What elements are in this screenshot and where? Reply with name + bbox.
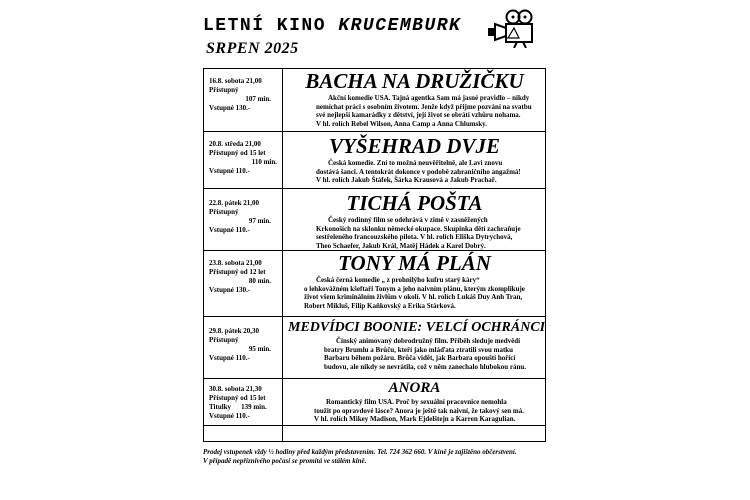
desc-line: Theo Schaefer, Jakub Král, Matěj Hádek a Karel Dobrý. (316, 241, 486, 250)
desc-line: sestřeleného francouzského pilota. V hl. rolích Eliška Dytrychová, (316, 233, 513, 242)
desc-line: Romantický film USA. Proč by sexuální pracovnice nemohla (326, 398, 507, 406)
cinema-title-town: KRUCEMBURK (338, 16, 462, 36)
film-price: Vstupné 110.- (209, 354, 250, 362)
film-title: BACHA NA DRUŽIČKU (305, 69, 524, 93)
film-rating: Přístupný od 12 let (209, 268, 266, 276)
film-row (204, 189, 545, 251)
desc-line: život všem kriminálním živlům v okolí. V hl. rolích Lukáš Duy Anh Tran, (304, 293, 523, 302)
film-meta (209, 385, 281, 421)
film-info (288, 193, 541, 250)
film-title: TONY MÁ PLÁN (338, 251, 491, 275)
film-row (204, 317, 545, 379)
desc-line: budovu, ale nikdy se nevrátila, což v něm zanechalo hlubokou ránu. (324, 362, 527, 371)
film-row (204, 251, 545, 317)
desc-line: Akční komedie USA. Tajná agentka Sam má jasné pravidlo – nikdy (328, 94, 530, 102)
film-length: 97 min. (248, 217, 271, 225)
film-date: 29.8. pátek 20,30 (209, 327, 259, 335)
film-camera-icon (487, 8, 537, 48)
film-info (288, 71, 541, 128)
film-info (288, 320, 546, 371)
film-info (288, 381, 541, 424)
film-rating: Přístupný (209, 208, 239, 216)
desc-line: V hl. rolích Rebel Wilson, Anna Camp a Anna Chlumsky. (316, 119, 488, 128)
film-row (204, 69, 545, 132)
desc-line: Čínský animovaný dobrodružný film. Příběh sleduje medvědí (336, 337, 521, 345)
desc-line: Krkonoších na sklonku německé okupace. Skupinka dětí zachraňuje (316, 224, 521, 233)
film-price: Vstupné 130.- (209, 104, 251, 112)
desc-line: bratry Brumlu a Brůču, kteří jako mláďata ztratili svou matku (324, 345, 514, 354)
film-date: 30.8. sobota 21,30 (209, 385, 262, 393)
film-rating: Přístupný od 15 let (209, 149, 266, 157)
film-description (288, 216, 541, 250)
film-info (288, 253, 541, 310)
footer-note (203, 448, 548, 466)
film-date: 16.8. sobota 21,00 (209, 77, 262, 85)
cinema-title-plain: LETNÍ KINO (203, 16, 339, 36)
desc-line: nemíchat práci s osobním životem. Jenže když přijme pozvání na svatbu (316, 102, 532, 111)
film-length: 107 min. (245, 95, 271, 103)
film-price: Vstupné 110.- (209, 226, 250, 234)
footer-line: Prodej vstupenek vždy ½ hodiny před každým představením. Tel. 724 362 660. V kině je zajištěno občerstvení. (203, 448, 517, 456)
film-meta (209, 199, 281, 235)
film-title: VYŠEHRAD DVJE (329, 134, 500, 158)
film-description (288, 398, 541, 424)
film-length: 139 min. (241, 403, 267, 411)
film-title: TICHÁ POŠTA (346, 191, 483, 215)
film-title: MEDVÍDCI BOONIE: VELCÍ OCHRÁNCI (288, 320, 546, 335)
desc-line: Robert Mikluš, Filip Kaňkovský a Erika Stárková. (304, 301, 456, 310)
desc-line: V hl. rolích Mikey Madison, Mark Ejdelštejn a Karren Karagulian. (314, 415, 516, 424)
desc-line: Česká černá komedie „ z prohnilýho kufru starý káry“ (316, 276, 480, 284)
desc-line: o lehkovážném kšeftaři Tonym a jeho naivním plánu, kterým zkomplikuje (304, 284, 525, 293)
film-meta (209, 77, 281, 113)
film-row (204, 379, 545, 426)
film-row (204, 132, 545, 189)
film-description (288, 94, 541, 128)
desc-line: Barbaru během požáru. Brůča vidět, jak Barbara opouští hořící (324, 354, 516, 363)
film-rating: Přístupný od 15 let (209, 394, 266, 402)
footer-line: V případě nepříznivého počasí se promítá ve stálém kině. (203, 457, 367, 465)
film-length: 95 min. (248, 345, 271, 353)
film-description (288, 337, 541, 371)
film-price: Vstupné 130.- (209, 286, 251, 294)
film-rating: Přístupný (209, 86, 239, 94)
film-info (288, 136, 541, 185)
film-meta (209, 140, 281, 176)
film-subtitles: Titulky (209, 403, 232, 411)
desc-line: toužit po opravdové lásce? Anora je ještě tak naivní, že takový sen má. (314, 406, 524, 415)
program-table (203, 68, 546, 442)
film-description (288, 159, 541, 185)
film-price: Vstupné 110.- (209, 412, 250, 420)
film-length: 80 min. (248, 277, 271, 285)
film-date: 23.8. sobota 21,00 (209, 259, 262, 267)
month-heading: SRPEN 2025 (206, 40, 299, 57)
desc-line: Česká komedie. Zní to možná neuvěřitelně, ale Lavi znovu (328, 159, 503, 167)
film-date: 20.8. středa 21,00 (209, 140, 261, 148)
desc-line: dostává šanci. A tentokrát dokonce v podobě zahraničního angažmá! (316, 167, 521, 176)
film-rating: Přístupný (209, 336, 239, 344)
desc-line: své nejlepší kamarádky z dětství, její život se obrátí vzhůru nohama. (316, 111, 521, 120)
film-title: ANORA (388, 380, 441, 396)
film-description (288, 276, 541, 310)
film-length: 110 min. (251, 158, 277, 166)
film-meta (209, 259, 281, 295)
desc-line: Český rodinný film se odehrává v zimě v zasněžených (328, 216, 488, 224)
film-date: 22.8. pátek 21,00 (209, 199, 259, 207)
empty-row (204, 426, 545, 443)
cinema-title (203, 16, 461, 36)
desc-line: V hl. rolích Jakub Štáfek, Šárka Krausová a Jakub Prachař. (316, 176, 497, 185)
film-meta (209, 327, 281, 363)
film-price: Vstupné 110.- (209, 167, 250, 175)
